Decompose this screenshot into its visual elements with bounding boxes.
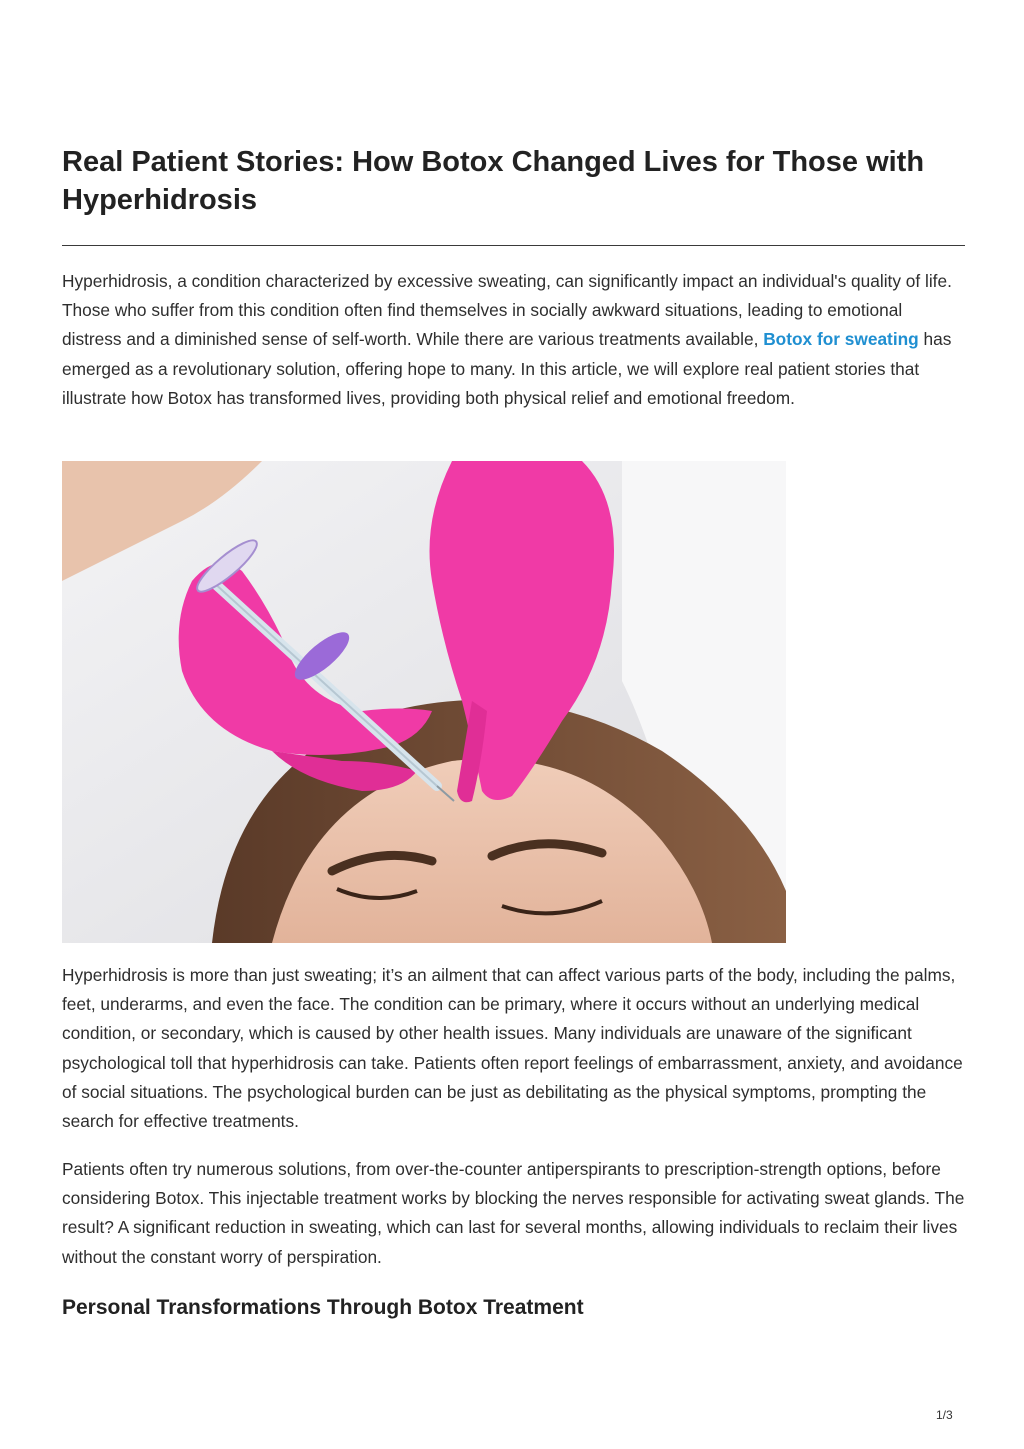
- page-number: 1/3: [936, 1408, 953, 1422]
- title-divider: [62, 245, 965, 246]
- section-heading: Personal Transformations Through Botox Treatment: [62, 1296, 584, 1319]
- condition-paragraph: Hyperhidrosis is more than just sweating; it’s an ailment that can affect various parts of the body, including the palms, feet, underarms, and even the face. The condition can be primary, where it occurs without an underlying medical condition, or secondary, which is caused by other health issues. Many individuals are unaware of the significant psychological toll that hyperhidrosis can take. Patients often report feelings of embarrassment, anxiety, and avoidance of social situations. The psychological burden can be just as debilitating as the physical symptoms, prompting the search for effective treatments.: [62, 965, 963, 1132]
- botox-for-sweating-link[interactable]: Botox for sweating: [763, 329, 919, 350]
- article-title: Real Patient Stories: How Botox Changed Lives for Those with Hyperhidrosis: [62, 146, 925, 216]
- botox-injection-photo: [62, 461, 786, 943]
- intro-paragraph: [62, 267, 965, 413]
- treatment-paragraph: Patients often try numerous solutions, from over-the-counter antiperspirants to prescription-strength options, before considering Botox. This injectable treatment works by blocking the nerves responsible for activating sweat glands. The result? A significant reduction in sweating, which can last for several months, allowing individuals to reclaim their lives without the constant worry of perspiration.: [62, 1159, 965, 1267]
- intro-text-before-link: Hyperhidrosis, a condition characterized by excessive sweating, can significantly impact an individual's quality of life. Those who suffer from this condition often find themselves in socially awkward situations, leading to emotional distress and a diminished sense of self-worth. While there are various treatments available,: [62, 271, 952, 350]
- intro-text-after-link: has emerged as a revolutionary solution, offering hope to many. In this article, we will explore real patient stories that illustrate how Botox has transformed lives, providing both physical relief and emotional freedom.: [62, 329, 952, 408]
